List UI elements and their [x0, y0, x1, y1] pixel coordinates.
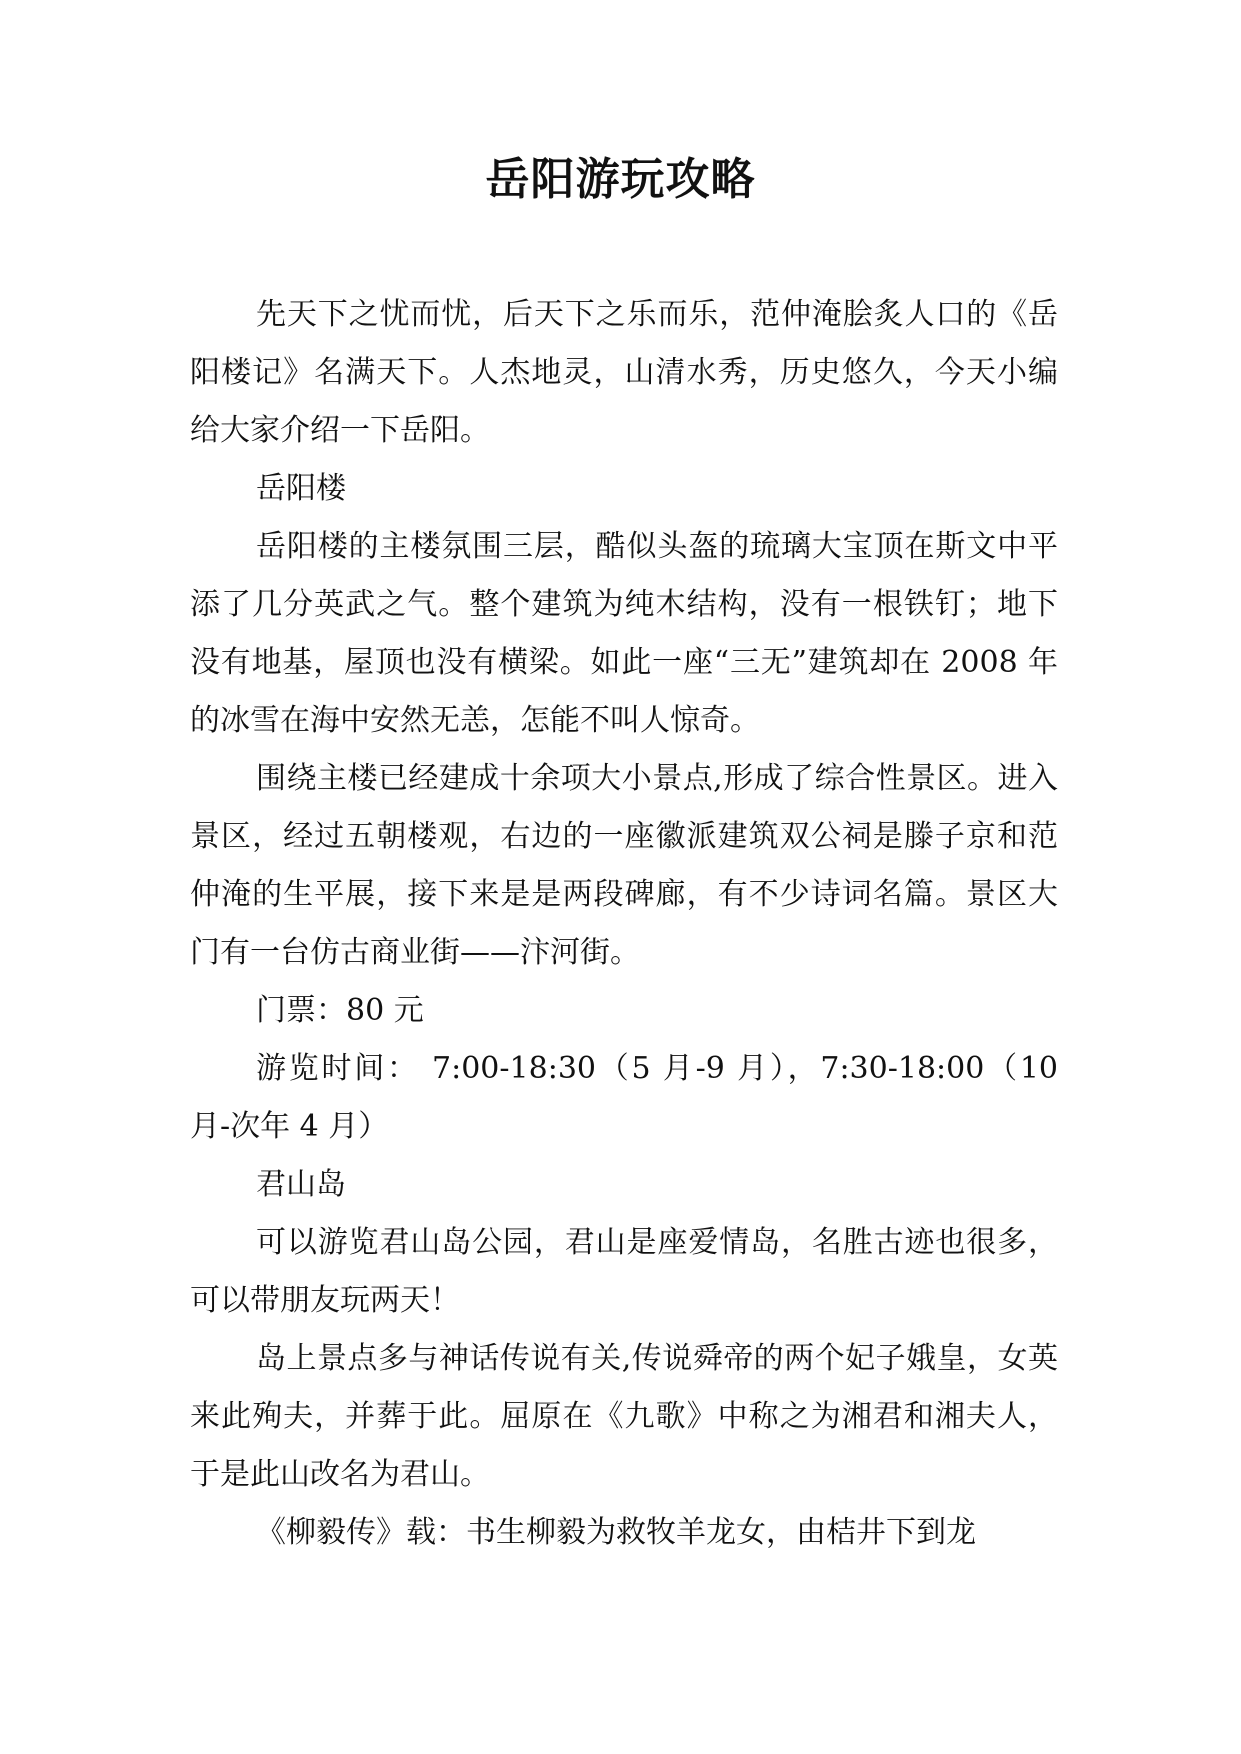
- paragraph-junshan-park: 可以游览君山岛公园，君山是座爱情岛，名胜古迹也很多，可以带朋友玩两天！: [190, 1225, 1058, 1318]
- paragraph-intro: 先天下之忧而忧，后天下之乐而乐，范仲淹脍炙人口的《岳阳楼记》名满天下。人杰地灵，山清水秀，历史悠久，今天小编给大家介绍一下岳阳。: [190, 297, 1058, 448]
- document-body: [190, 286, 1058, 1562]
- paragraph-tower-structure: 岳阳楼的主楼氛围三层，酷似头盔的琉璃大宝顶在斯文中平添了几分英武之气。整个建筑为纯木结构，没有一根铁钉；地下没有地基，屋顶也没有横梁。如此一座“三无”建筑却在 2008 年的冰雪在海中安然无恙，怎能不叫人惊奇。: [190, 529, 1058, 738]
- section-heading-junshan-island: 君山岛: [256, 1167, 346, 1202]
- paragraph-junshan-legend: 岛上景点多与神话传说有关,传说舜帝的两个妃子娥皇，女英来此殉夫，并葬于此。屈原在《九歌》中称之为湘君和湘夫人，于是此山改名为君山。: [190, 1341, 1058, 1492]
- paragraph-liuyi-story: 《柳毅传》载：书生柳毅为救牧羊龙女，由桔井下到龙: [256, 1515, 976, 1550]
- paragraph-tower-scenic-area: 围绕主楼已经建成十余项大小景点,形成了综合性景区。进入景区，经过五朝楼观，右边的一座徽派建筑双公祠是滕子京和范仲淹的生平展，接下来是是两段碑廊，有不少诗词名篇。景区大门有一台仿古商业街——汴河街。: [190, 761, 1058, 970]
- section-heading-yueyang-tower: 岳阳楼: [256, 471, 346, 506]
- ticket-price: 门票：80 元: [256, 993, 424, 1028]
- document-title: 岳阳游玩攻略: [485, 154, 756, 205]
- opening-hours: 游览时间： 7:00-18:30（5 月-9 月），7:30-18:00（10 月-次年 4 月）: [190, 1051, 1058, 1144]
